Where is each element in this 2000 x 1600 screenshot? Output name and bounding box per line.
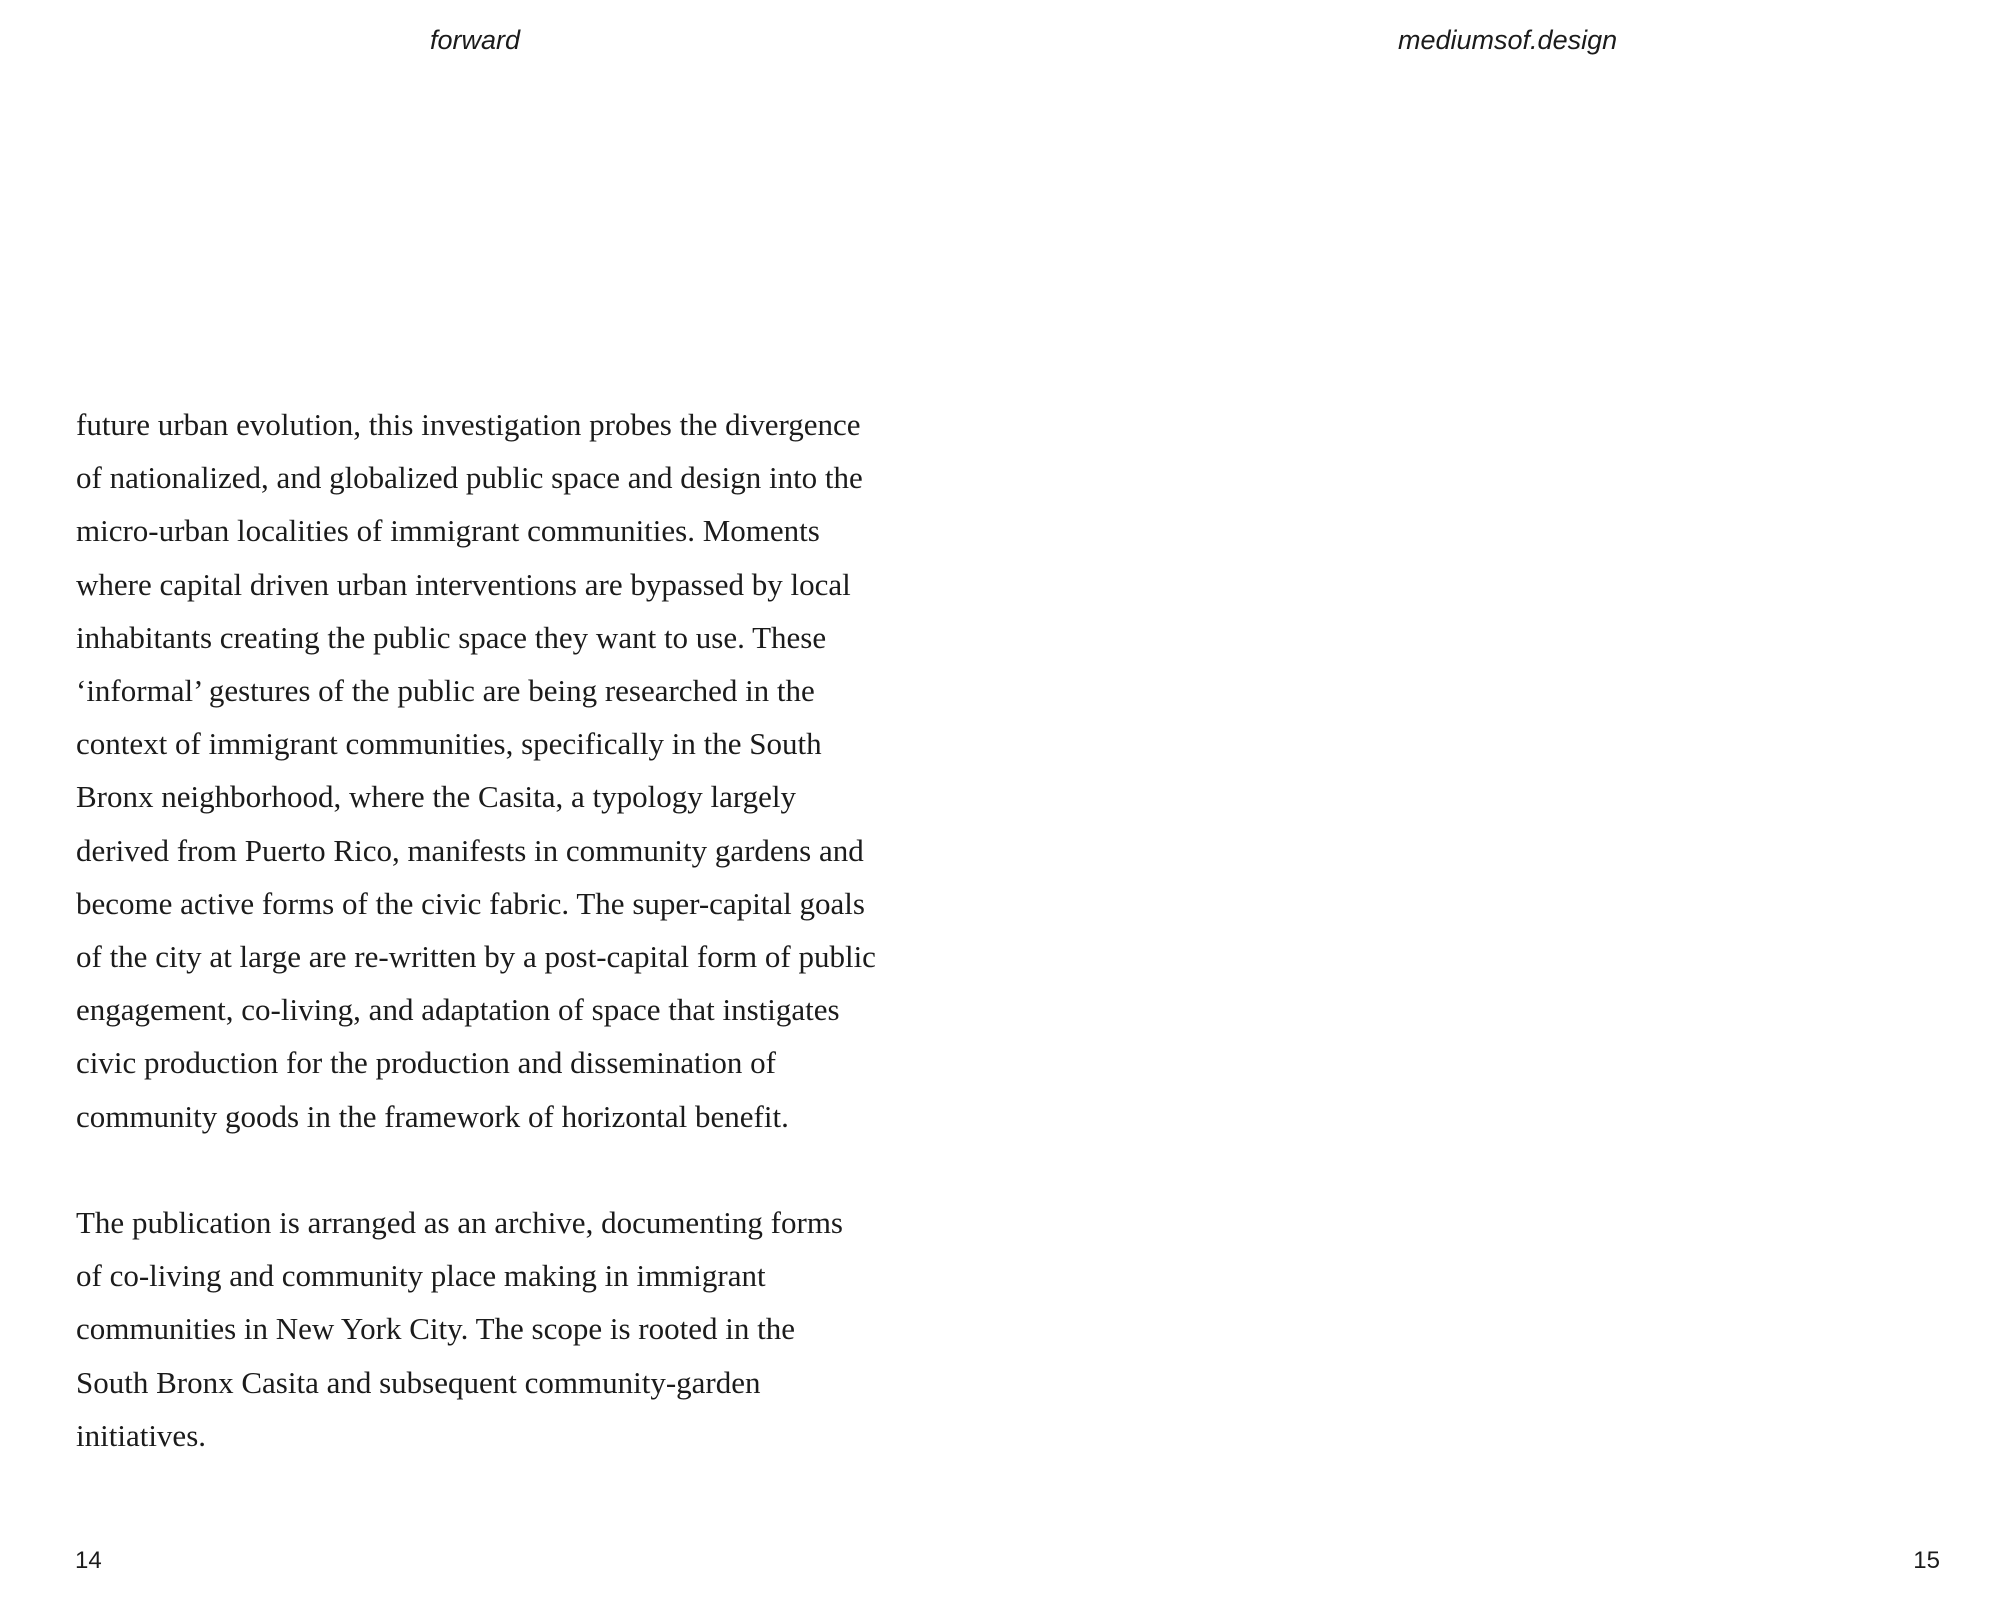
text-line: where capital driven urban interventions are bypassed by local (76, 566, 851, 602)
text-line: micro-urban localities of immigrant communities. Moments (76, 513, 820, 549)
text-line: ‘informal’ gestures of the public are being researched in the (76, 673, 815, 709)
text-line: of the city at large are re-written by a post-capital form of public (76, 939, 876, 975)
body-paragraph-2 (76, 1196, 956, 1462)
text-line: inhabitants creating the public space they want to use. These (76, 619, 827, 655)
text-line: engagement, co-living, and adaptation of space that instigates (76, 992, 840, 1028)
text-line: become active forms of the civic fabric. The super-capital goals (76, 885, 865, 921)
text-line: of nationalized, and globalized public space and design into the (76, 460, 863, 496)
text-line: derived from Puerto Rico, manifests in community gardens and (76, 832, 864, 868)
text-line: of co-living and community place making in immigrant (76, 1258, 766, 1294)
page-number-right: 15 (1913, 1547, 1940, 1574)
text-line: initiatives. (76, 1417, 207, 1453)
text-line: The publication is arranged as an archive, documenting forms (76, 1205, 843, 1240)
text-line: future urban evolution, this investigation probes the divergence (76, 407, 861, 442)
running-head-right: mediumsof.design (1398, 25, 1618, 55)
body-paragraph-1 (76, 398, 956, 1143)
text-line: Bronx neighborhood, where the Casita, a typology largely (76, 779, 797, 815)
text-line: community goods in the framework of horizontal benefit. (76, 1098, 789, 1134)
running-head-left: forward (430, 25, 521, 55)
text-line: context of immigrant communities, specifically in the South (76, 726, 822, 762)
text-line: civic production for the production and dissemination of (76, 1045, 776, 1081)
page-number-left: 14 (75, 1547, 102, 1574)
text-line: communities in New York City. The scope is rooted in the (76, 1311, 795, 1347)
text-line: South Bronx Casita and subsequent community-garden (76, 1364, 761, 1400)
